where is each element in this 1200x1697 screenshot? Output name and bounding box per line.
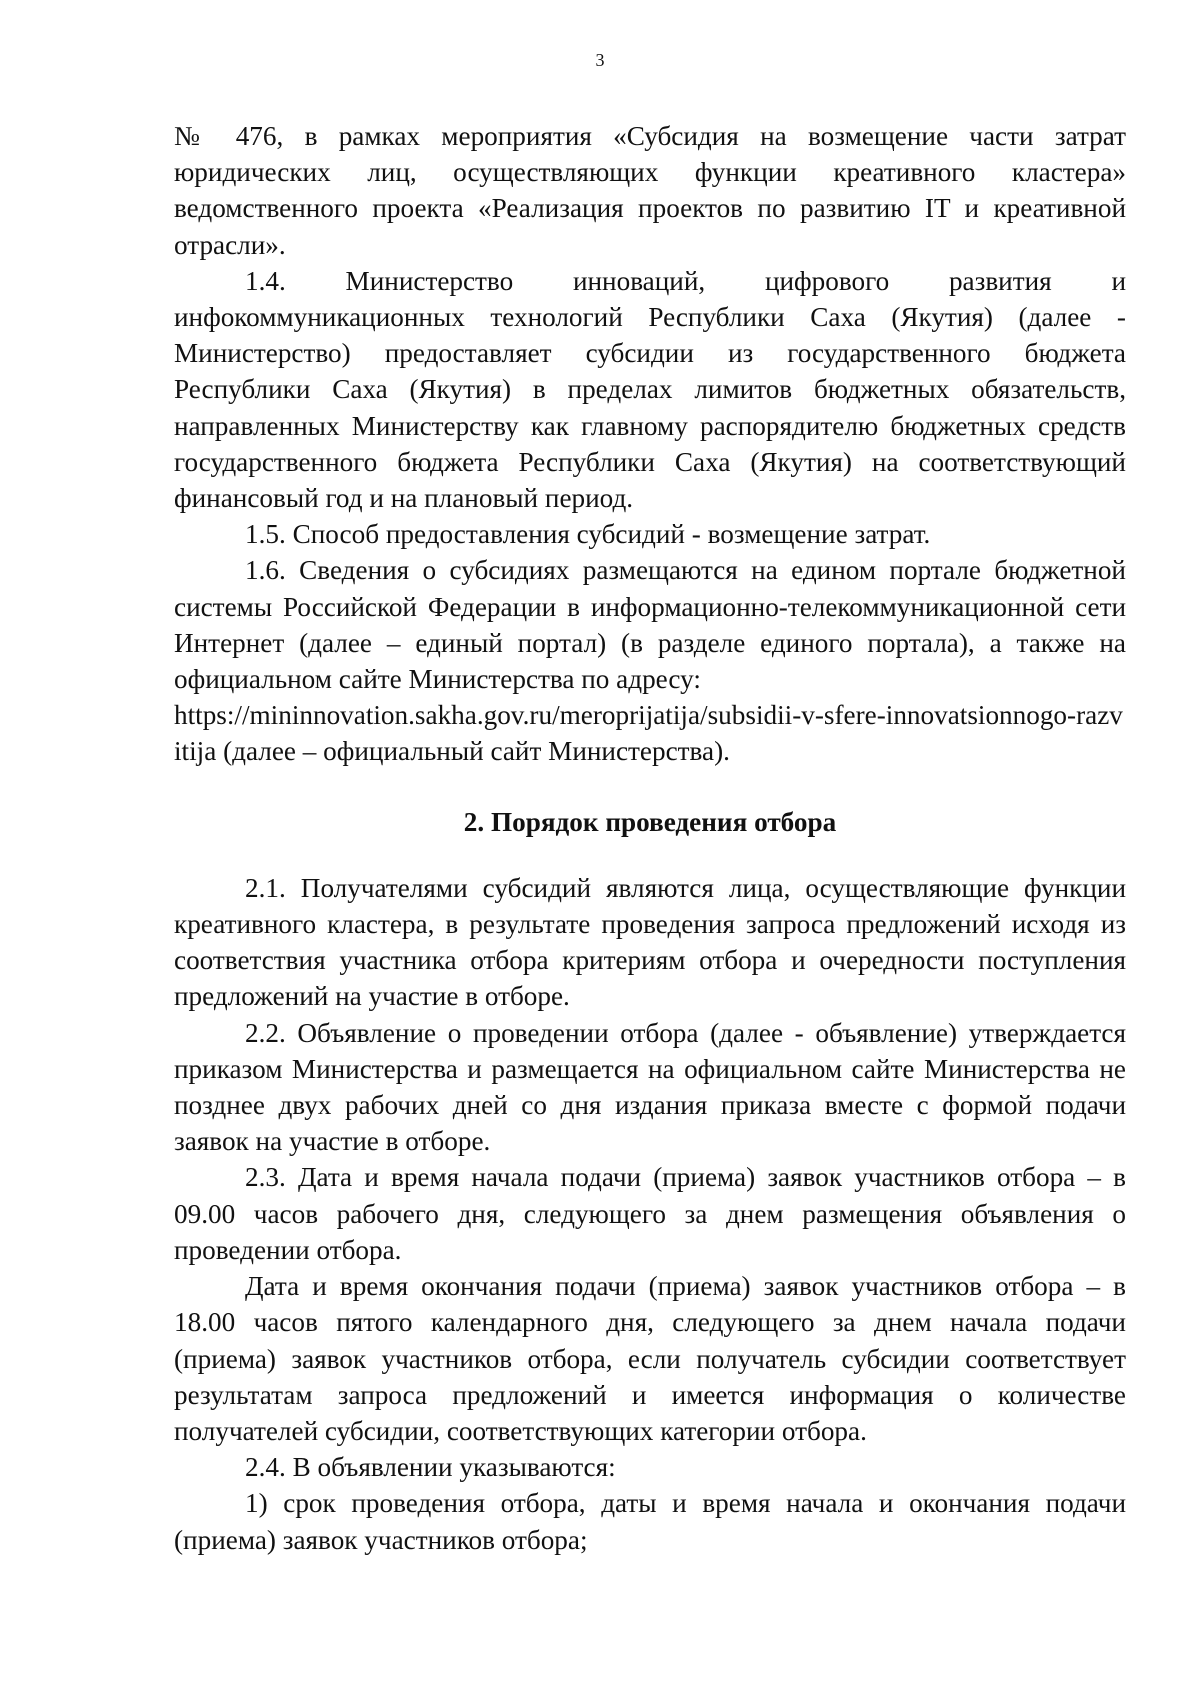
paragraph-p2-4-1: 1) срок проведения отбора, даты и время начала и окончания подачи (приема) заявок участников отбора; [174, 1488, 1126, 1555]
section-1-continuation [174, 118, 1126, 770]
paragraph-p2-3b: Дата и время окончания подачи (приема) заявок участников отбора – в 18.00 часов пятого календарного дня, следующего за днем начала подачи (приема) заявок участников отбора, если получатель субсидии соответствует результатам запроса предложений и имеется информация о количестве получателей субсидии, соответствующих категории отбора. [174, 1271, 1126, 1446]
paragraph-p1-3-tail: № 476, в рамках мероприятия «Субсидия на возмещение части затрат юридических лиц, осуществляющих функции креативного кластера» ведомственного проекта «Реализация проектов по развитию IT и креативной отрасли». [174, 121, 1126, 260]
paragraph-p1-4: 1.4. Министерство инноваций, цифрового развития и инфокоммуникационных технологий Республики Саха (Якутия) (далее - Министерство) предоставляет субсидии из государственного бюджета Республики Саха (Якутия) в пределах лимитов бюджетных обязательств, направленных Министерству как главному распорядителю бюджетных средств государственного бюджета Республики Саха (Якутия) на соответствующий финансовый год и на плановый период. [174, 265, 1126, 514]
paragraph-p2-3: 2.3. Дата и время начала подачи (приема) заявок участников отбора – в 09.00 часов рабочего дня, следующего за днем размещения объявления о проведении отбора. [174, 1162, 1126, 1265]
paragraph-p2-1: 2.1. Получателями субсидий являются лица, осуществляющие функции креативного кластера, в результате проведения запроса предложений исходя из соответствия участника отбора критериям отбора и очередности поступления предложений на участие в отборе. [174, 872, 1126, 1012]
document-body [174, 118, 1126, 1558]
paragraph-p1-6: 1.6. Сведения о субсидиях размещаются на едином портале бюджетной системы Российской Федерации в информационно-телекоммуникационной сети Интернет (далее – единый портал) (в разделе единого портала), а также на официальном сайте Министерства по адресу: [174, 555, 1126, 695]
paragraph-p1-5: 1.5. Способ предоставления субсидий - возмещение затрат. [245, 519, 931, 550]
page-number: 3 [595, 50, 605, 70]
paragraph-p2-4: 2.4. В объявлении указываются: [245, 1452, 616, 1483]
paragraph-p1-6-url: https://mininnovation.sakha.gov.ru/meroprijatija/subsidii-v-sfere-innovatsionnogo-razvitija (далее – официальный сайт Министерства). [174, 700, 1123, 767]
paragraph-p2-2: 2.2. Объявление о проведении отбора (далее - объявление) утверждается приказом Министерства и размещается на официальном сайте Министерства не позднее двух рабочих дней со дня издания приказа вместе с формой подачи заявок на участие в отборе. [174, 1017, 1126, 1157]
section-heading: 2. Порядок проведения отбора [463, 806, 837, 837]
section-2-body [174, 870, 1126, 1558]
